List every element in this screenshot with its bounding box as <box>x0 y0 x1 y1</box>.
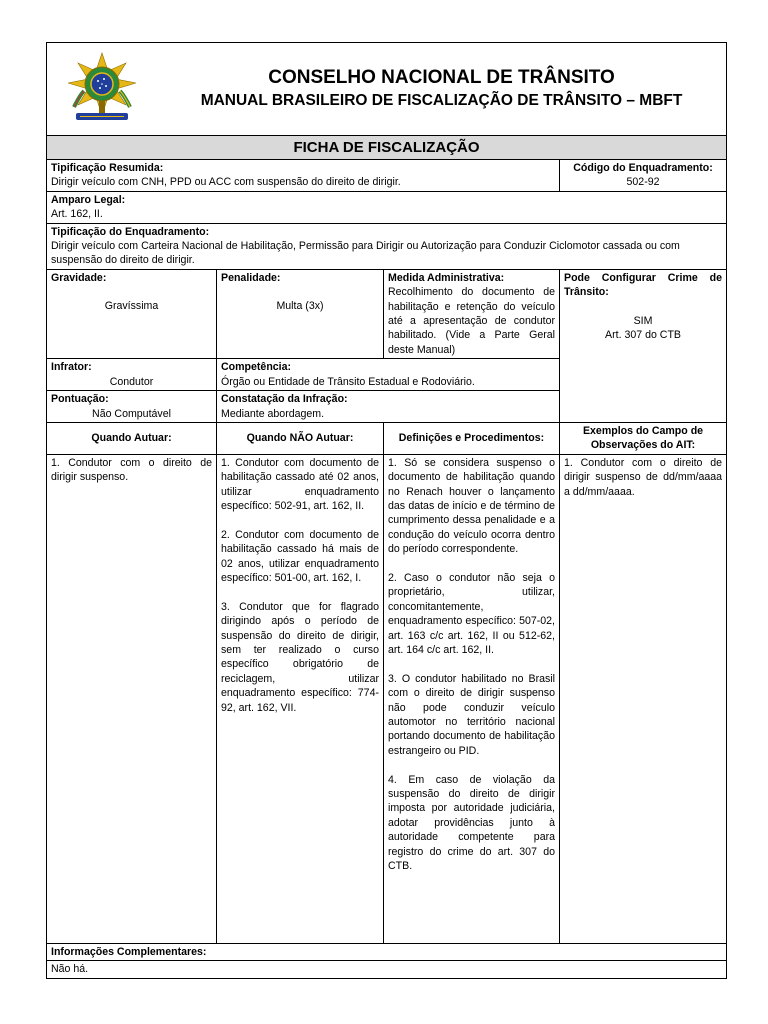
header-row <box>47 43 727 136</box>
codigo-enquadramento-value: 502-92 <box>626 176 660 189</box>
informacoes-label-row <box>47 943 727 960</box>
infrator-label: Infrator: <box>51 361 92 374</box>
informacoes-value: Não há. <box>47 961 727 978</box>
tipificacao-resumida-row <box>47 160 727 192</box>
col-quando-nao-autuar: Quando NÃO Autuar: <box>217 422 384 454</box>
ficha-table <box>46 42 727 979</box>
competencia-value: Órgão ou Entidade de Trânsito Estadual e Rodoviário. <box>221 375 475 388</box>
list-item: 2. Caso o condutor não seja o proprietário, utilizar, concomitantemente, enquadramento específico: 507-02, art. 163 c/c art. 162, II ou 512-62, art. 164 c/c art. 162, II. <box>388 571 555 656</box>
gravidade-row <box>47 269 727 358</box>
fiscalization-sheet <box>46 42 726 979</box>
medida-administrativa-cell <box>384 269 560 358</box>
tipificacao-enquadramento-row <box>47 223 727 269</box>
tipificacao-resumida-value: Dirigir veículo com CNH, PPD ou ACC com suspensão do direito de dirigir. <box>51 176 401 189</box>
pontuacao-cell <box>47 391 217 423</box>
quando-autuar-cell <box>47 454 217 943</box>
informacoes-label <box>47 943 727 960</box>
gravidade-label: Gravidade: <box>51 271 107 284</box>
infrator-value: Condutor <box>109 375 154 388</box>
list-item: 2. Condutor com documento de habilitação cassado há mais de 02 anos, utilizar enquadramento específico: 501-00, art. 162, I. <box>221 528 379 584</box>
list-item: 3. O condutor habilitado no Brasil com o direito de dirigir suspenso não pode conduzir veículo automotor no território nacional portando documento de habilitação estrangeiro ou PID. <box>388 672 555 757</box>
gravidade-cell <box>47 269 217 358</box>
list-item: 4. Em caso de violação da suspensão do direito de dirigir imposta por autoridade judiciária, adotar providências junto à autoridade competente para registro do crime do art. 307 do CTB. <box>388 773 555 873</box>
amparo-legal-label: Amparo Legal: <box>51 193 126 206</box>
pontuacao-label: Pontuação: <box>51 393 109 406</box>
definicoes-cell <box>384 454 560 943</box>
constatacao-label: Constatação da Infração: <box>221 393 348 406</box>
crime-transito-article: Art. 307 do CTB <box>605 329 681 342</box>
quando-nao-autuar-cell <box>217 454 384 943</box>
competencia-cell <box>217 359 560 391</box>
crime-transito-label: Pode Configurar Crime de Trânsito: <box>564 271 723 299</box>
header-cell <box>47 43 727 136</box>
content-row <box>47 454 727 943</box>
section-title: FICHA DE FISCALIZAÇÃO <box>47 136 727 160</box>
penalidade-label: Penalidade: <box>221 271 281 284</box>
list-item: 1. Condutor com documento de habilitação cassado até 02 anos, utilizar enquadramento específico: 502-91, art. 162, II. <box>221 456 379 512</box>
competencia-label: Competência: <box>221 361 292 374</box>
tipificacao-enquadramento-label: Tipificação do Enquadramento: <box>51 225 210 238</box>
codigo-enquadramento-cell <box>560 160 727 192</box>
pontuacao-value: Não Computável <box>92 407 171 420</box>
list-item: 3. Condutor que for flagrado dirigindo após o período de suspensão do direito de dirigir, sem ter realizado o curso específico obrigatório de reciclagem, utilizar enquadramento específico: 774-92, art. 162, VII. <box>221 600 379 714</box>
page-subtitle: MANUAL BRASILEIRO DE FISCALIZAÇÃO DE TRÂNSITO – MBFT <box>200 92 683 109</box>
crime-transito-cell <box>560 269 727 422</box>
list-item: 1. Só se considera suspenso o documento de habilitação quando no Renach houver o lançamento das datas de início e de término de cumprimento dessa penalidade e a condução do veículo ocorra dentro do período correspondente. <box>388 456 555 556</box>
infrator-cell <box>47 359 217 391</box>
exemplos-cell <box>560 454 727 943</box>
col-quando-autuar: Quando Autuar: <box>47 422 217 454</box>
tipificacao-resumida-cell <box>47 160 560 192</box>
constatacao-cell <box>217 391 560 423</box>
medida-administrativa-label: Medida Administrativa: <box>388 271 505 284</box>
brazil-coat-of-arms-icon <box>47 51 157 127</box>
col-definicoes: Definições e Procedimentos: <box>384 422 560 454</box>
amparo-legal-row <box>47 191 727 223</box>
tipificacao-resumida-label: Tipificação Resumida: <box>51 162 164 174</box>
tipificacao-enquadramento-value: Dirigir veículo com Carteira Nacional de Habilitação, Permissão para Dirigir ou Autorização para Conduzir Ciclomotor cassada ou com suspensão do direito de dirigir. <box>51 240 680 267</box>
constatacao-value: Mediante abordagem. <box>221 407 325 420</box>
penalidade-value: Multa (3x) <box>276 300 324 313</box>
penalidade-cell <box>217 269 384 358</box>
medida-administrativa-value: Recolhimento do documento de habilitação e retenção do veículo até a apresentação de condutor habilitado. (Vide a Parte Geral deste Manual) <box>388 286 555 356</box>
informacoes-label-text: Informações Complementares: <box>51 945 207 958</box>
col-exemplos: Exemplos do Campo de Observações do AIT: <box>560 422 727 454</box>
amparo-legal-value: Art. 162, II. <box>51 208 103 221</box>
column-header-row <box>47 422 727 454</box>
section-title-row <box>47 136 727 160</box>
list-item: 1. Condutor com o direito de dirigir suspenso de dd/mm/aaaa a dd/mm/aaaa. <box>564 456 723 498</box>
informacoes-value-row <box>47 961 727 978</box>
list-item: 1. Condutor com o direito de dirigir suspenso. <box>51 456 212 484</box>
page-title: CONSELHO NACIONAL DE TRÂNSITO <box>268 67 615 88</box>
codigo-enquadramento-label: Código do Enquadramento: <box>573 162 713 174</box>
tipificacao-enquadramento-cell <box>47 223 727 269</box>
gravidade-value: Gravíssima <box>104 300 159 313</box>
crime-transito-value: SIM <box>633 314 653 327</box>
amparo-legal-cell <box>47 191 727 223</box>
